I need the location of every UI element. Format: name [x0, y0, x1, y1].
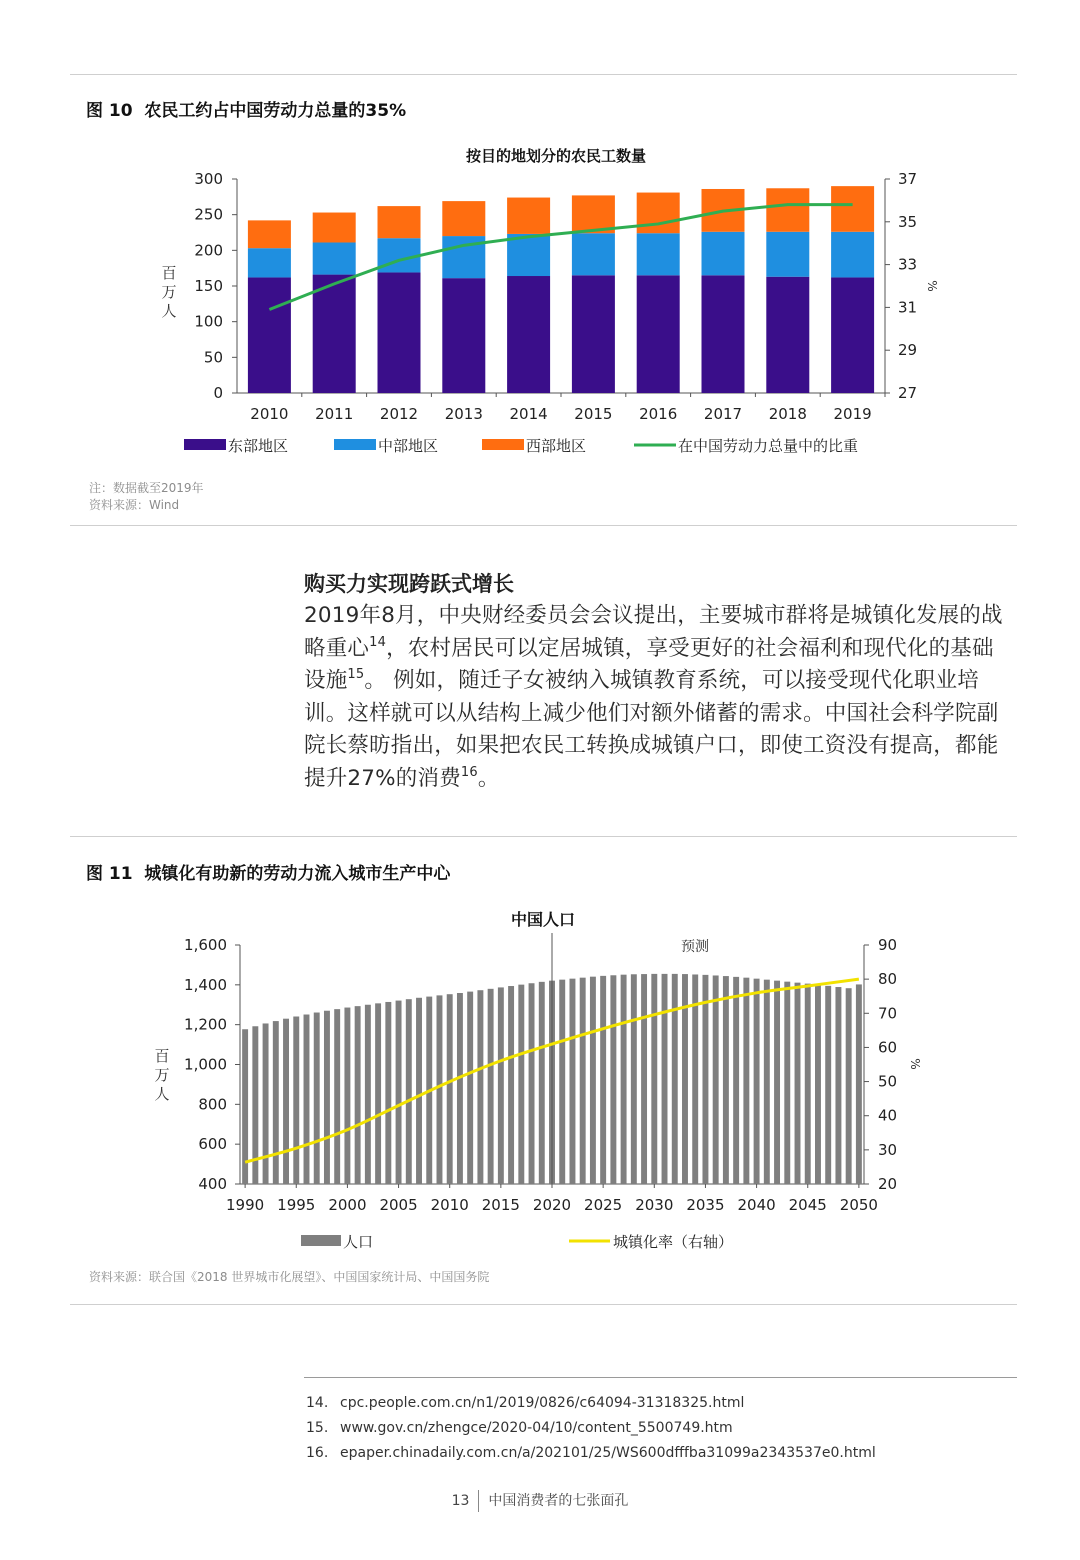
- figure10-caption: 农民工约占中国劳动力总量的35%: [144, 101, 407, 121]
- chart2-legend-label: 人口: [343, 1233, 374, 1251]
- chart2-bar-population: [784, 982, 790, 1184]
- chart1-legend-swatch: [482, 439, 524, 450]
- chart2-x-tick-label: 2000: [328, 1196, 367, 1214]
- chart2-x-tick-label: 1995: [277, 1196, 316, 1214]
- footnote-ref-16[interactable]: 16: [460, 764, 478, 780]
- chart1-bar-中部地区: [248, 248, 291, 277]
- chart2-y2-tick-label: 20: [878, 1175, 898, 1193]
- chart1-y-tick-label: 250: [194, 205, 223, 224]
- chart2-y-tick-label: 1,200: [184, 1015, 227, 1034]
- chart2-bar-population: [662, 974, 668, 1184]
- chart2-bar-population: [805, 984, 811, 1184]
- chart2-bar-population: [529, 983, 535, 1184]
- chart2-y-tick-label: 1,000: [184, 1055, 227, 1074]
- chart2-bar-population: [416, 998, 422, 1184]
- chart2-bar-population: [467, 992, 473, 1184]
- body-paragraph: 2019年8月，中央财经委员会会议提出，主要城市群将是城镇化发展的战略重心$^{14}$，农村居民可以定居城镇，享受更好的社会福利和现代化的基础设施$^{15}$。 例如，随迁子女被纳入城镇教育系统，可以接受现代化职业培训。这样就可以从结构上减少他们对额外储蓄的需求。中国社会科学院副院长蔡昉指出，如果把农民工转换成城镇户口，即使工资没有提高，都能提升27%的消费$^{16}$。: [304, 603, 1003, 791]
- footnote-link-14[interactable]: cpc.people.com.cn/n1/2019/0826/c64094-31318325.html: [340, 1395, 745, 1411]
- chart2-bar-population: [846, 988, 852, 1184]
- chart1-y2-tick-label: 31: [898, 298, 918, 317]
- chart1-x-tick-label: 2013: [444, 405, 483, 423]
- chart2-legend-swatch: [301, 1235, 341, 1246]
- chart1-bar-东部地区: [572, 275, 615, 393]
- chart2-bar-population: [477, 990, 483, 1184]
- chart2-bar-population: [283, 1019, 289, 1184]
- chart2-bar-population: [590, 977, 596, 1184]
- section-heading: 购买力实现跨跃式增长: [304, 572, 514, 596]
- chart1-bar-西部地区: [637, 193, 680, 234]
- chart1-bar-中部地区: [702, 232, 745, 276]
- chart2-bar-population: [518, 985, 524, 1184]
- chart2-bar-population: [835, 987, 841, 1184]
- figure10-source: 资料来源：Wind: [89, 498, 180, 512]
- chart2-bar-population: [457, 993, 463, 1184]
- chart2-x-tick-label: 2035: [686, 1196, 725, 1214]
- chart1-y-tick-label: 0: [213, 384, 223, 402]
- figure11-title: [86, 859, 450, 884]
- chart2-bar-population: [856, 984, 862, 1184]
- chart2-bar-population: [437, 995, 443, 1184]
- chart1-bar-中部地区: [572, 233, 615, 275]
- chart2-forecast-annotation: 预测: [681, 939, 709, 955]
- chart1-bar-中部地区: [766, 232, 809, 277]
- chart2-bar-population: [651, 974, 657, 1184]
- figure10-chart: [0, 130, 1080, 475]
- figure11-label: 图 11: [86, 864, 133, 884]
- chart2-y-tick-label: 400: [198, 1175, 227, 1193]
- chart2-bar-population: [396, 1001, 402, 1184]
- footnote-link-16[interactable]: epaper.chinadaily.com.cn/a/202101/25/WS600dfffba31099a2343537e0.html: [340, 1445, 876, 1461]
- chart2-bar-population: [498, 987, 504, 1184]
- chart1-bar-东部地区: [442, 278, 485, 393]
- chart2-bar-population: [580, 978, 586, 1184]
- chart2-bar-population: [304, 1015, 310, 1184]
- chart1-y-axis-label: 百: [161, 264, 177, 282]
- chart1-y-tick-label: 100: [194, 312, 223, 331]
- chart1-y2-tick-label: 29: [898, 341, 918, 360]
- chart1-y-tick-label: 300: [194, 170, 223, 188]
- chart1-bar-东部地区: [702, 275, 745, 393]
- body-section: [304, 568, 1014, 795]
- chart1-bar-西部地区: [442, 201, 485, 236]
- chart2-x-tick-label: 2045: [788, 1196, 827, 1214]
- chart2-x-tick-label: 2015: [481, 1196, 520, 1214]
- chart2-y-tick-label: 800: [198, 1095, 227, 1114]
- chart1-bar-西部地区: [766, 188, 809, 232]
- chart1-x-tick-label: 2019: [833, 405, 872, 423]
- chart1-x-tick-label: 2018: [768, 405, 807, 423]
- chart2-bar-population: [447, 994, 453, 1184]
- chart2-y-tick-label: 1,600: [184, 936, 227, 954]
- chart2-x-tick-label: 2020: [532, 1196, 572, 1214]
- chart2-legend-label: 城镇化率（右轴）: [613, 1233, 734, 1251]
- chart2-y-axis-label: 人: [154, 1085, 170, 1103]
- chart2-y-tick-label: 1,400: [184, 975, 227, 994]
- chart1-legend-swatch: [334, 439, 376, 450]
- chart2-y2-tick-label: 80: [878, 970, 898, 989]
- chart2-bar-population: [600, 976, 606, 1184]
- chart1-y2-tick-label: 33: [898, 255, 918, 274]
- figure10-title: [86, 96, 406, 121]
- chart1-y-tick-label: 150: [194, 277, 223, 295]
- chart2-bar-population: [273, 1021, 279, 1184]
- chart2-bar-population: [621, 975, 627, 1184]
- chart1-x-tick-label: 2014: [509, 405, 548, 423]
- figure11-top-divider: [70, 836, 1017, 837]
- chart1-x-tick-label: 2010: [250, 405, 289, 423]
- chart2-bar-population: [610, 975, 616, 1184]
- top-divider: [70, 74, 1017, 75]
- chart1-bar-西部地区: [507, 198, 550, 234]
- chart1-legend-label: 东部地区: [228, 437, 289, 455]
- chart1-y2-tick-label: 35: [898, 212, 918, 231]
- chart1-bar-中部地区: [313, 242, 356, 274]
- chart2-y-axis-label: 百: [154, 1047, 170, 1065]
- chart1-y2-axis-label: %: [925, 280, 939, 292]
- chart2-bar-population: [324, 1011, 330, 1184]
- chart1-x-tick-label: 2015: [574, 405, 613, 423]
- footnote-ref-15[interactable]: 15: [347, 667, 365, 682]
- chart2-bar-population: [508, 986, 514, 1184]
- chart2-bar-population: [344, 1008, 350, 1184]
- chart1-x-tick-label: 2016: [639, 405, 678, 423]
- figure11-bottom-divider: [70, 1304, 1017, 1305]
- publication-title: 中国消费者的七张面孔: [488, 1493, 629, 1509]
- footer-separator: [478, 1490, 479, 1512]
- chart1-bar-东部地区: [831, 277, 874, 393]
- chart2-bar-population: [406, 999, 412, 1184]
- footnote-16[interactable]: 16. epaper.chinadaily.com.cn/a/202101/25/WS600dfffba31099a2343537e0.html: [306, 1445, 876, 1461]
- footnote-rule: [304, 1377, 1017, 1378]
- footnote-link-15[interactable]: www.gov.cn/zhengce/2020-04/10/content_5500749.htm: [340, 1420, 733, 1436]
- chart2-bar-population: [754, 979, 760, 1184]
- chart1-bar-中部地区: [831, 232, 874, 278]
- chart2-bar-population: [334, 1009, 340, 1184]
- chart1-bar-中部地区: [637, 233, 680, 275]
- figure11-caption: 城镇化有助新的劳动力流入城市生产中心: [144, 864, 451, 884]
- chart2-x-tick-label: 2025: [584, 1196, 623, 1214]
- chart1-line-share: [269, 205, 852, 310]
- chart2-x-tick-label: 2010: [430, 1196, 469, 1214]
- chart2-bar-population: [559, 980, 565, 1184]
- chart2-bar-population: [723, 976, 729, 1184]
- page-footer: [0, 1490, 1080, 1512]
- footnote-14[interactable]: 14. cpc.people.com.cn/n1/2019/0826/c64094-31318325.html: [306, 1395, 745, 1411]
- chart1-bar-西部地区: [313, 213, 356, 243]
- chart2-bar-population: [764, 980, 770, 1184]
- chart2-x-tick-label: 1990: [226, 1196, 265, 1214]
- figure10-note: 注：数据截至2019年: [89, 481, 204, 495]
- chart2-y2-tick-label: 30: [878, 1140, 898, 1159]
- chart1-bar-东部地区: [637, 275, 680, 393]
- figure10-label: 图 10: [86, 101, 133, 121]
- chart1-y-tick-label: 200: [194, 241, 223, 260]
- chart2-x-tick-label: 2040: [737, 1196, 776, 1214]
- chart2-bar-population: [774, 981, 780, 1184]
- chart1-legend-label: 中部地区: [378, 437, 439, 455]
- chart1-y2-tick-label: 27: [898, 384, 918, 402]
- chart2-bar-population: [825, 986, 831, 1184]
- figure11-source: 资料来源：联合国《2018 世界城市化展望》、中国国家统计局、中国国务院: [89, 1270, 490, 1284]
- chart1-bar-东部地区: [378, 272, 421, 393]
- chart2-bar-population: [355, 1006, 361, 1184]
- chart1-x-tick-label: 2012: [379, 405, 419, 423]
- chart1-y-axis-label: 万: [161, 283, 177, 301]
- chart2-y2-tick-label: 60: [878, 1038, 898, 1057]
- chart2-y-tick-label: 600: [198, 1135, 227, 1154]
- chart1-legend-label: 西部地区: [526, 437, 587, 455]
- chart1-y2-tick-label: 37: [898, 170, 918, 188]
- chart2-bar-population: [672, 974, 678, 1184]
- chart2-bar-population: [263, 1023, 269, 1184]
- chart1-bar-东部地区: [507, 276, 550, 393]
- chart2-bar-population: [795, 983, 801, 1184]
- chart1-bar-西部地区: [831, 186, 874, 232]
- chart2-title: 中国人口: [510, 910, 576, 929]
- chart1-bar-东部地区: [248, 277, 291, 393]
- chart2-bar-population: [539, 982, 545, 1184]
- chart1-title: 按目的地划分的农民工数量: [465, 147, 647, 165]
- chart2-bar-population: [641, 974, 647, 1184]
- chart2-bar-population: [385, 1002, 391, 1184]
- chart1-x-tick-label: 2011: [315, 405, 354, 423]
- chart2-bar-population: [569, 979, 575, 1184]
- chart1-y-tick-label: 50: [203, 348, 223, 367]
- chart2-bar-population: [293, 1017, 299, 1184]
- chart1-bar-东部地区: [313, 275, 356, 393]
- chart2-y2-tick-label: 40: [878, 1106, 898, 1125]
- chart2-bar-population: [815, 985, 821, 1184]
- chart1-bar-西部地区: [378, 206, 421, 238]
- chart2-y-axis-label: 万: [154, 1066, 170, 1084]
- chart2-bar-population: [743, 978, 749, 1184]
- figure11-chart: [0, 900, 1080, 1260]
- figure10-bottom-divider: [70, 525, 1017, 526]
- chart2-y2-tick-label: 90: [878, 936, 898, 954]
- chart2-bar-population: [713, 975, 719, 1184]
- chart1-y-axis-label: 人: [161, 302, 177, 320]
- chart2-x-tick-label: 2030: [635, 1196, 674, 1214]
- page-number: 13: [451, 1493, 470, 1509]
- chart2-y2-tick-label: 70: [878, 1004, 898, 1023]
- chart2-bar-population: [375, 1003, 381, 1184]
- chart2-bar-population: [702, 975, 708, 1184]
- chart1-x-tick-label: 2017: [703, 405, 743, 423]
- chart1-bar-西部地区: [248, 220, 291, 248]
- footnote-ref-14[interactable]: 14: [369, 634, 387, 650]
- chart2-bar-population: [631, 974, 637, 1184]
- chart2-x-tick-label: 2050: [839, 1196, 878, 1214]
- chart2-bar-population: [365, 1005, 371, 1184]
- chart1-legend-swatch: [184, 439, 226, 450]
- chart2-y2-axis-label: %: [908, 1058, 922, 1070]
- footnote-15[interactable]: 15. www.gov.cn/zhengce/2020-04/10/content_5500749.htm: [306, 1420, 733, 1436]
- chart2-y2-tick-label: 50: [878, 1072, 898, 1091]
- chart1-bar-东部地区: [766, 277, 809, 393]
- chart2-bar-population: [733, 977, 739, 1184]
- chart2-x-tick-label: 2005: [379, 1196, 418, 1214]
- chart2-bar-population: [488, 989, 494, 1184]
- chart1-legend-label: 在中国劳动力总量中的比重: [678, 437, 859, 455]
- chart2-bar-population: [314, 1013, 320, 1184]
